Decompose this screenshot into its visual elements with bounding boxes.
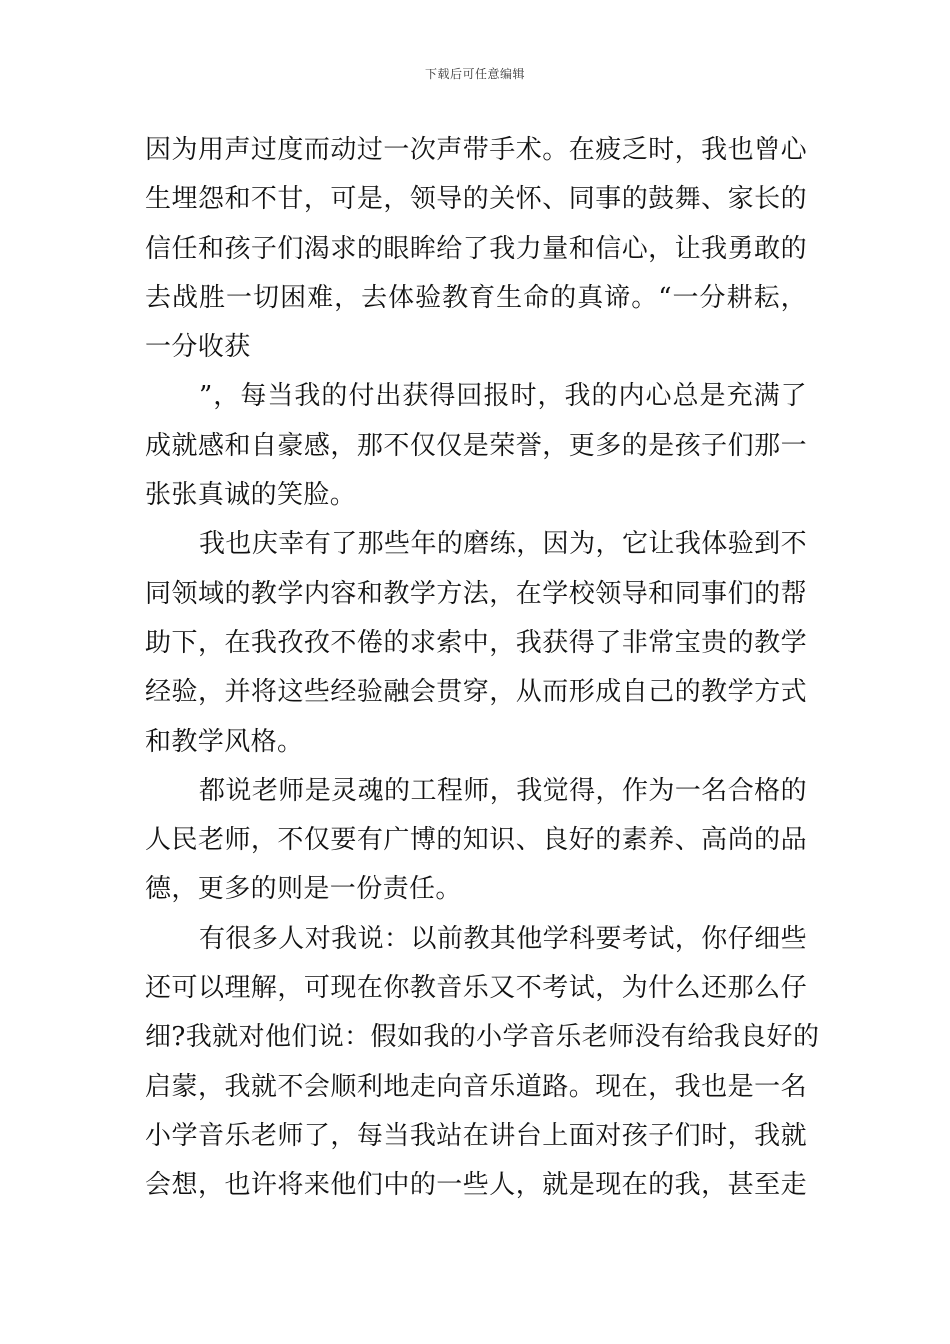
text-line: 都说老师是灵魂的工程师，我觉得，作为一名合格的 [199,775,807,806]
text-line: 同领域的教学内容和教学方法，在学校领导和同事们的帮 [145,578,807,609]
text-line: 信任和孩子们渴求的眼眸给了我力量和信心，让我勇敢的 [145,233,807,264]
text-line: 小学音乐老师了，每当我站在讲台上面对孩子们时，我就 [145,1120,807,1151]
text-line: 启蒙，我就不会顺利地走向音乐道路。现在，我也是一名 [145,1071,807,1102]
text-line: 一分收获 [145,332,251,363]
text-line: 张张真诚的笑脸。 [145,480,357,511]
text-line: 因为用声过度而动过一次声带手术。在疲乏时，我也曾心 [145,135,807,165]
document-body [145,126,820,1211]
text-line: 和教学风格。 [145,726,304,757]
text-line: 生埋怨和不甘，可是，领导的关怀、同事的鼓舞、家长的 [145,184,807,215]
text-line: 我也庆幸有了那些年的磨练，因为，它让我体验到不 [199,529,807,560]
text-line: 细?我就对他们说：假如我的小学音乐老师没有给我良好的 [145,1022,820,1053]
text-line: 经验，并将这些经验融会贯穿，从而形成自己的教学方式 [145,677,807,708]
text-line: 有很多人对我说：以前教其他学科要考试，你仔细些 [199,923,807,954]
text-line: 还可以理解，可现在你教音乐又不考试，为什么还那么仔 [145,973,807,1004]
text-line: 人民老师，不仅要有广博的知识、良好的素养、高尚的品 [145,825,807,856]
page-header: 下载后可任意编辑 [424,67,525,81]
text-line: 成就感和自豪感，那不仅仅是荣誉，更多的是孩子们那一 [145,430,807,461]
text-line: 助下，在我孜孜不倦的求索中，我获得了非常宝贵的教学 [145,627,807,658]
text-line: 去战胜一切困难，去体验教育生命的真谛。“一分耕耘， [145,282,807,313]
text-line: ”，每当我的付出获得回报时，我的内心总是充满了 [199,381,807,412]
text-line: 会想，也许将来他们中的一些人，就是现在的我，甚至走 [145,1170,807,1201]
text-line: 德，更多的则是一份责任。 [145,874,462,905]
